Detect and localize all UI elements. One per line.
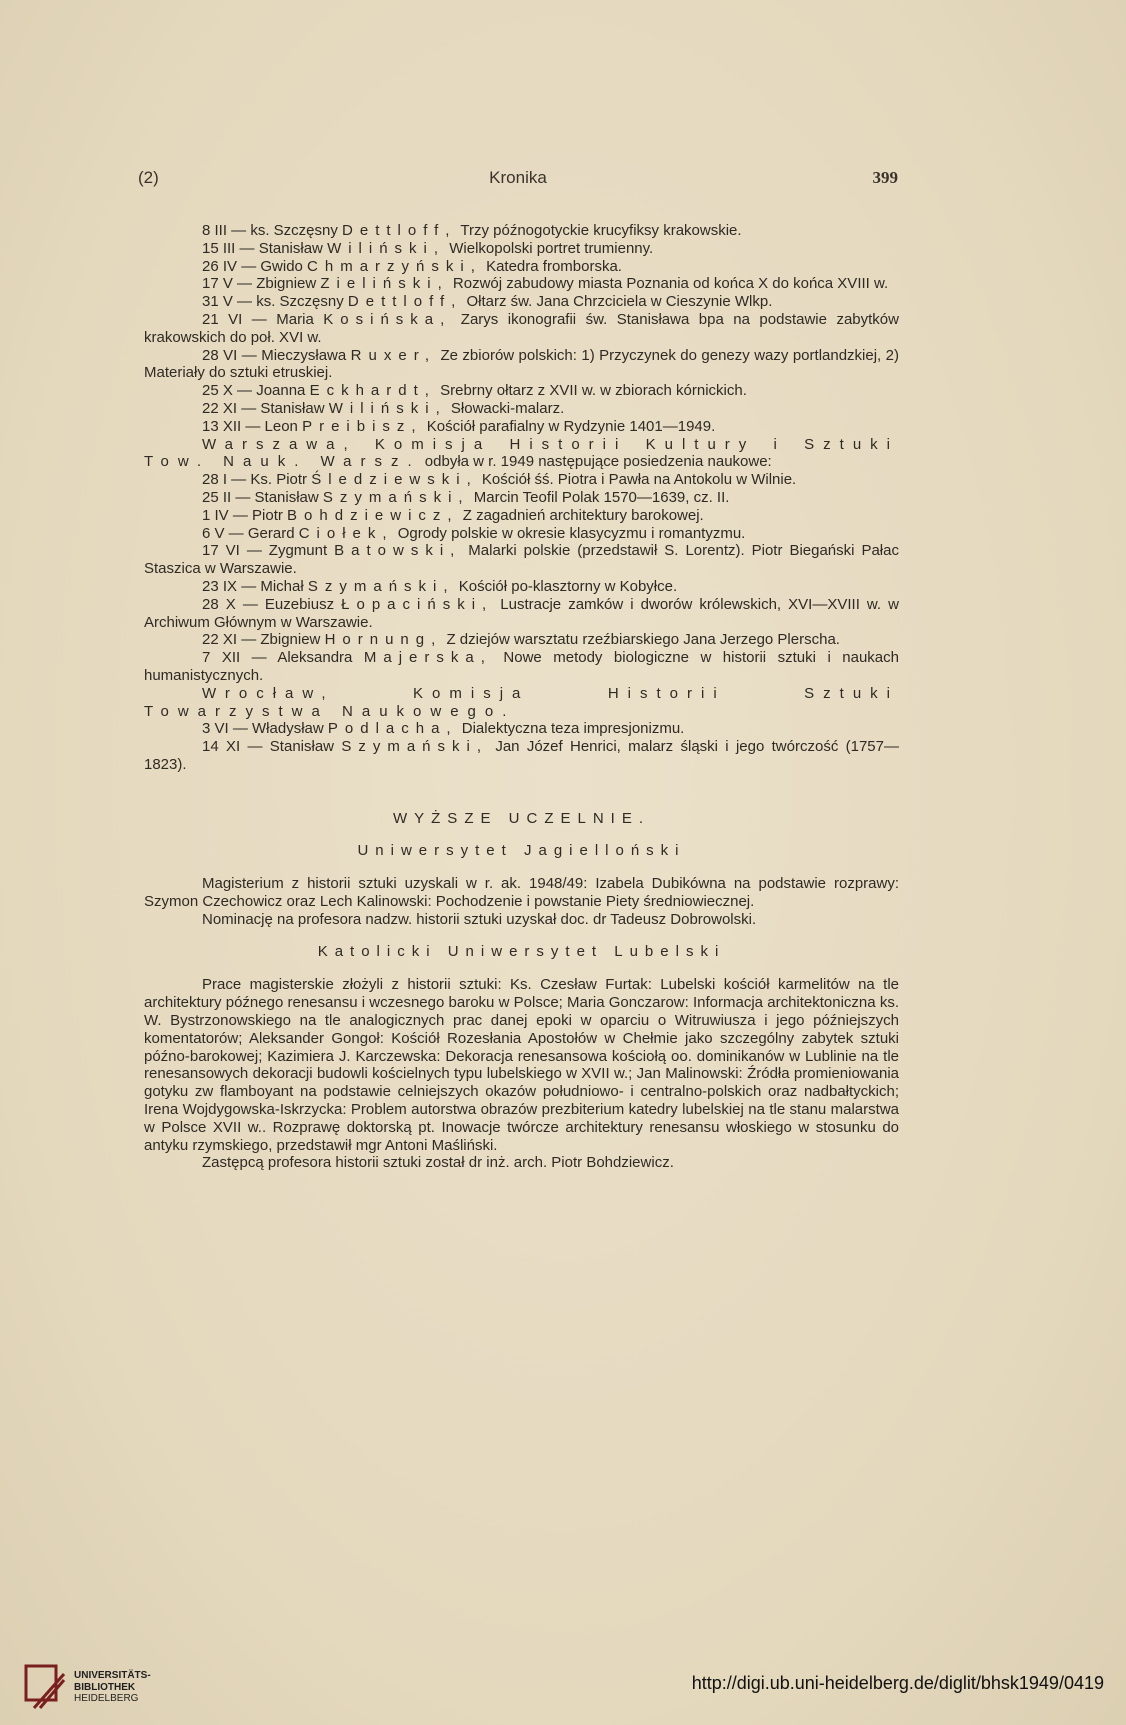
- lecture-date-speaker: 25 X — Joanna: [202, 382, 310, 400]
- lecture-title: Słowacki-malarz.: [446, 399, 565, 417]
- lecture-list-c: [144, 720, 899, 773]
- lecture-date-speaker: 7 XII — Aleksandra: [202, 649, 364, 667]
- speaker-surname: Śledziewski,: [311, 471, 478, 489]
- lecture-entry: [144, 311, 899, 347]
- lecture-title: Z zagadnień architektury barokowej.: [458, 506, 704, 524]
- lecture-title: Srebrny ołtarz z XVII w. w zbiorach kórnickich.: [435, 382, 747, 400]
- kul-title: Katolicki Uniwersytet Lubelski: [317, 942, 726, 960]
- lecture-entry: [144, 631, 899, 649]
- source-url-link[interactable]: http://digi.ub.uni-heidelberg.de/diglit/bhsk1949/0419: [691, 1673, 1104, 1693]
- lecture-title: Malarki polskie (przedstawił S. Lorentz). Piotr Biegański Pałac Staszica w Warszawie.: [144, 542, 899, 578]
- lecture-title: Kościół parafialny w Rydzynie 1401—1949.: [422, 417, 716, 435]
- section-title: WYŻSZE UCZELNIE.: [392, 809, 650, 827]
- uj-title: Uniwersytet Jagielloński: [357, 841, 686, 859]
- lecture-title: Rozwój zabudowy miasta Poznania od końca X do końca XVIII w.: [448, 275, 889, 293]
- speaker-surname: Bohdziewicz,: [287, 506, 459, 524]
- lecture-date-speaker: 25 II — Stanisław: [202, 488, 323, 506]
- lecture-date-speaker: 6 V — Gerard: [202, 524, 299, 542]
- header-section-number: (2): [138, 168, 159, 187]
- speaker-surname: Wiliński,: [327, 239, 446, 257]
- lecture-date-speaker: 28 I — Ks. Piotr: [202, 471, 312, 489]
- lecture-entry: [144, 596, 899, 632]
- speaker-surname: Podlacha,: [327, 720, 458, 738]
- lecture-title: Kościół śś. Piotra i Pawła na Antokolu w Wilnie.: [477, 471, 797, 489]
- lecture-title: Ze zbiorów polskich: 1) Przyczynek do genezy wazy portlandzkiej, 2) Materiały do sztuki etruskiej.: [144, 346, 900, 382]
- library-name-line-1: UNIVERSITÄTS-: [74, 1670, 151, 1681]
- institution-rest: odbyła w r. 1949 następujące posiedzenia naukowe:: [420, 453, 772, 471]
- speaker-surname: Preibisz,: [302, 417, 423, 435]
- library-name-line-2: BIBLIOTHEK: [74, 1681, 136, 1693]
- speaker-surname: Dettloff,: [347, 293, 463, 311]
- lecture-entry: [144, 347, 899, 383]
- lecture-entry: [144, 382, 899, 400]
- lecture-title: Dialektyczna teza impresjonizmu.: [457, 720, 685, 738]
- page-number: 399: [872, 168, 898, 187]
- speaker-surname: Batowski,: [334, 542, 462, 560]
- lecture-title: Katedra fromborska.: [481, 257, 622, 275]
- lecture-entry: [144, 293, 899, 311]
- speaker-surname: Hornung,: [324, 631, 443, 649]
- lecture-entry: [144, 525, 899, 543]
- speaker-surname: Ruxer,: [350, 346, 437, 364]
- lecture-entry: [144, 222, 899, 240]
- library-logo-icon: [24, 1664, 66, 1710]
- lecture-title: Trzy późnogotyckie krucyfiksy krakowskie.: [456, 222, 742, 239]
- lecture-title: Marcin Teofil Polak 1570—1639, cz. II.: [469, 488, 730, 506]
- speaker-surname: Ciołek,: [298, 524, 394, 542]
- speaker-surname: Kosińska,: [323, 310, 452, 328]
- lecture-date-speaker: 8 III — ks. Szczęsny: [202, 222, 343, 239]
- lecture-entry: [144, 275, 899, 293]
- speaker-surname: Szymański,: [341, 738, 489, 756]
- kul-paragraph-2: Zastępcą profesora historii sztuki został dr inż. arch. Piotr Bohdziewicz.: [202, 1154, 674, 1172]
- page-body: [144, 222, 899, 1172]
- lecture-date-speaker: 22 XI — Zbigniew: [202, 631, 325, 649]
- speaker-surname: Szymański,: [307, 577, 455, 595]
- speaker-surname: Dettloff,: [342, 222, 457, 239]
- lecture-title: Z dziejów warsztatu rzeźbiarskiego Jana Jerzego Plerscha.: [442, 631, 840, 649]
- lecture-date-speaker: 31 V — ks. Szczęsny: [202, 293, 348, 311]
- lecture-title: Nowe metody biologiczne w historii sztuki i naukach humanistycznych.: [144, 649, 899, 684]
- speaker-surname: Chmarzyński,: [307, 257, 482, 275]
- lecture-date-speaker: 28 X — Euzebiusz: [202, 595, 342, 613]
- lecture-entry: [144, 738, 899, 774]
- uj-paragraph-1: Magisterium z historii sztuki uzyskali w r. ak. 1948/49: Izabela Dubikówna na podstawie rozprawy: Szymon Czechowicz oraz Lech Kalinowski: Pochodzenie i powstanie Piety średniowiecznej.: [144, 875, 899, 911]
- lecture-title: Jan Józef Henrici, malarz śląski i jego twórczość (1757—1823).: [144, 738, 899, 773]
- lecture-entry: [144, 489, 899, 507]
- lecture-entry: [144, 542, 899, 578]
- lecture-date-speaker: 15 III — Stanisław: [202, 239, 328, 257]
- lecture-list-b: [144, 471, 899, 685]
- lecture-date-speaker: 13 XII — Leon: [202, 417, 303, 435]
- lecture-entry: [144, 418, 899, 436]
- header-title: Kronika: [489, 168, 547, 187]
- lecture-date-speaker: 17 V — Zbigniew: [202, 275, 321, 293]
- lecture-date-speaker: 28 VI — Mieczysława: [202, 346, 351, 364]
- lecture-date-speaker: 23 IX — Michał: [202, 577, 308, 595]
- lecture-entry: [144, 471, 899, 489]
- lecture-date-speaker: 1 IV — Piotr: [202, 506, 288, 524]
- lecture-title: Kościół po-klasztorny w Kobyłce.: [454, 577, 678, 595]
- lecture-entry: [144, 258, 899, 276]
- uj-paragraph-2: Nominację na profesora nadzw. historii sztuki uzyskał doc. dr Tadeusz Dobrowolski.: [202, 910, 757, 928]
- wroclaw-heading: [144, 685, 899, 721]
- lecture-date-speaker: 17 VI — Zygmunt: [202, 542, 335, 560]
- lecture-entry: [144, 400, 899, 418]
- speaker-surname: Łopaciński,: [341, 595, 494, 613]
- lecture-list-a: [144, 222, 899, 436]
- warszawa-heading: [144, 436, 899, 472]
- institution-name: Warszawa, Komisja Historii Kultury i Sztuki Tow. Nauk. Warsz.: [144, 435, 899, 471]
- speaker-surname: Wiliński,: [328, 399, 447, 417]
- library-name: [74, 1670, 151, 1705]
- lecture-date-speaker: 22 XI — Stanisław: [202, 399, 329, 417]
- library-name-line-3: HEIDELBERG: [74, 1693, 139, 1704]
- speaker-surname: Zieliński,: [320, 275, 449, 293]
- speaker-surname: Szymański,: [322, 488, 470, 506]
- lecture-date-speaker: 26 IV — Gwido: [202, 257, 308, 275]
- lecture-title: Ogrody polskie w okresie klasycyzmu i romantyzmu.: [393, 524, 746, 542]
- kul-paragraph-1: Prace magisterskie złożyli z historii sztuki: Ks. Czesław Furtak: Lubelski kościół karmelitów na tle architektury późnego renesansu i wczesnego baroku w Polsce; Maria Gonczarow: Informacja architektoniczna ks. W. Bystrzonowskiego na tle analogicznych prac danej epoki w oparciu o Witruwiusza i jego późniejszych komentatorów; Aleksander Gongoł: Kościół Rozesłania Apostołów w Chełmie jako szczególny zabytek sztuki późno-barokowej; Kazimiera J. Karczewska: Dekoracja renesansowa kościołą oo. dominikanów w Lublinie na tle renesansowych dekoracji budowli kościelnych typu lubelskiego w XVII w.; Jan Malinowski: Źródła promieniowania gotyku zw flamboyant na podstawie celniejszych okazów południowo- i centralno-polskich oraz nadbałtyckich; Irena Wojdygowska-Iskrzycka: Problem autorstwa obrazów prezbiterium katedry lubelskiej na tle stanu malarstwa w Polsce XVII w.. Rozprawę doktorską pt. Inowacje twórcze architektury renesansu włoskiego w stosunku do antyku rzymskiego, przedstawił mgr Antoni Maśliński.: [144, 976, 899, 1154]
- lecture-date-speaker: 3 VI — Władysław: [202, 720, 328, 738]
- lecture-date-speaker: 21 VI — Maria: [202, 310, 324, 328]
- lecture-entry: [144, 720, 899, 738]
- speaker-surname: Eckhardt,: [309, 382, 436, 400]
- lecture-title: Lustracje zamków i dworów królewskich, XVI—XVIII w. w Archiwum Głównym w Warszawie.: [144, 595, 899, 631]
- library-logo[interactable]: [24, 1664, 224, 1714]
- lecture-title: Ołtarz św. Jana Chrzciciela w Cieszynie Wlkp.: [462, 293, 773, 311]
- lecture-entry: [144, 649, 899, 685]
- lecture-entry: [144, 578, 899, 596]
- lecture-entry: [144, 240, 899, 258]
- lecture-entry: [144, 507, 899, 525]
- lecture-title: Zarys ikonografii św. Stanisława bpa na podstawie zabytków krakowskich do poł. XVI w.: [144, 310, 899, 346]
- institution-name: Wrocław, Komisja Historii Sztuki Towarzystwa Naukowego.: [144, 684, 899, 720]
- speaker-surname: Majerska,: [363, 649, 492, 667]
- lecture-title: Wielkopolski portret trumienny.: [445, 239, 654, 257]
- lecture-date-speaker: 14 XI — Stanisław: [202, 738, 342, 756]
